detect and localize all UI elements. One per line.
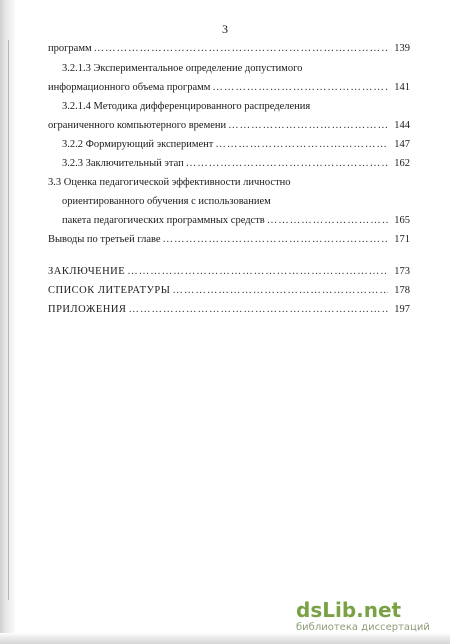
toc-entry	[48, 284, 410, 297]
toc-entry	[48, 265, 410, 278]
toc-entry-page: 147	[394, 139, 410, 150]
toc-entry-page: 162	[394, 158, 410, 169]
toc-entry-page: 141	[394, 82, 410, 93]
toc-entry-text: 3.3 Оценка педагогической эффективности личностно	[48, 177, 291, 188]
toc-entry-text: Выводы по третьей главе	[48, 234, 161, 245]
toc-entry-text: пакета педагогических программных средств	[62, 215, 265, 226]
toc-entry-text: 3.2.1.3 Экспериментальное определение допустимого	[62, 63, 303, 74]
toc-entry	[48, 119, 410, 132]
toc-leader-dots	[172, 284, 388, 297]
toc-leader-dots	[127, 265, 388, 278]
toc-entry-page: 178	[394, 285, 410, 296]
toc-entry	[62, 138, 410, 151]
toc-leader-dots	[215, 138, 388, 151]
toc-entry-page: 173	[394, 266, 410, 277]
toc-leader-dots	[267, 214, 388, 227]
toc-entry-text: ограниченного компьютерного времени	[48, 120, 227, 131]
toc-leader-dots	[212, 81, 388, 94]
toc-leader-dots	[94, 42, 388, 55]
watermark-subtitle: библиотека диссертаций	[296, 622, 430, 633]
toc-entry	[62, 214, 410, 227]
toc-leader-dots	[163, 233, 388, 246]
toc-entry	[48, 233, 410, 246]
toc-leader-dots	[128, 303, 388, 316]
toc-entry-page: 144	[394, 120, 410, 131]
watermark-brand: dsLib.net	[296, 598, 402, 622]
toc-entry-text: программ	[48, 43, 92, 54]
toc-entry-text: ПРИЛОЖЕНИЯ	[48, 304, 127, 315]
toc-entry-page: 165	[394, 215, 410, 226]
toc-entry	[48, 81, 410, 94]
toc-entry-text: СПИСОК ЛИТЕРАТУРЫ	[48, 285, 171, 296]
dslib-watermark	[296, 598, 436, 632]
toc-entry-text: информационного объема программ	[48, 82, 211, 93]
toc-entry-text: 3.2.1.4 Методика дифференцированного распределения	[62, 101, 311, 112]
toc-leader-dots	[186, 157, 388, 170]
toc-entry	[48, 42, 410, 55]
binding-edge-line	[8, 40, 9, 600]
toc-entry	[48, 303, 410, 316]
toc-entry-text: ориентированного обучения с использованием	[62, 196, 271, 207]
toc-entry	[62, 157, 410, 170]
page-number: 3	[222, 22, 228, 36]
toc-entry-text: 3.2.2 Формирующий эксперимент	[62, 139, 214, 150]
toc-entry-page: 139	[394, 43, 410, 54]
toc-entry-page: 197	[394, 304, 410, 315]
toc-entry-page: 171	[394, 234, 410, 245]
page-bottom-edge	[0, 633, 450, 644]
toc-leader-dots	[228, 119, 388, 132]
toc-entry-text: 3.2.3 Заключительный этап	[62, 158, 184, 169]
toc-entry-text: ЗАКЛЮЧЕНИЕ	[48, 266, 126, 277]
